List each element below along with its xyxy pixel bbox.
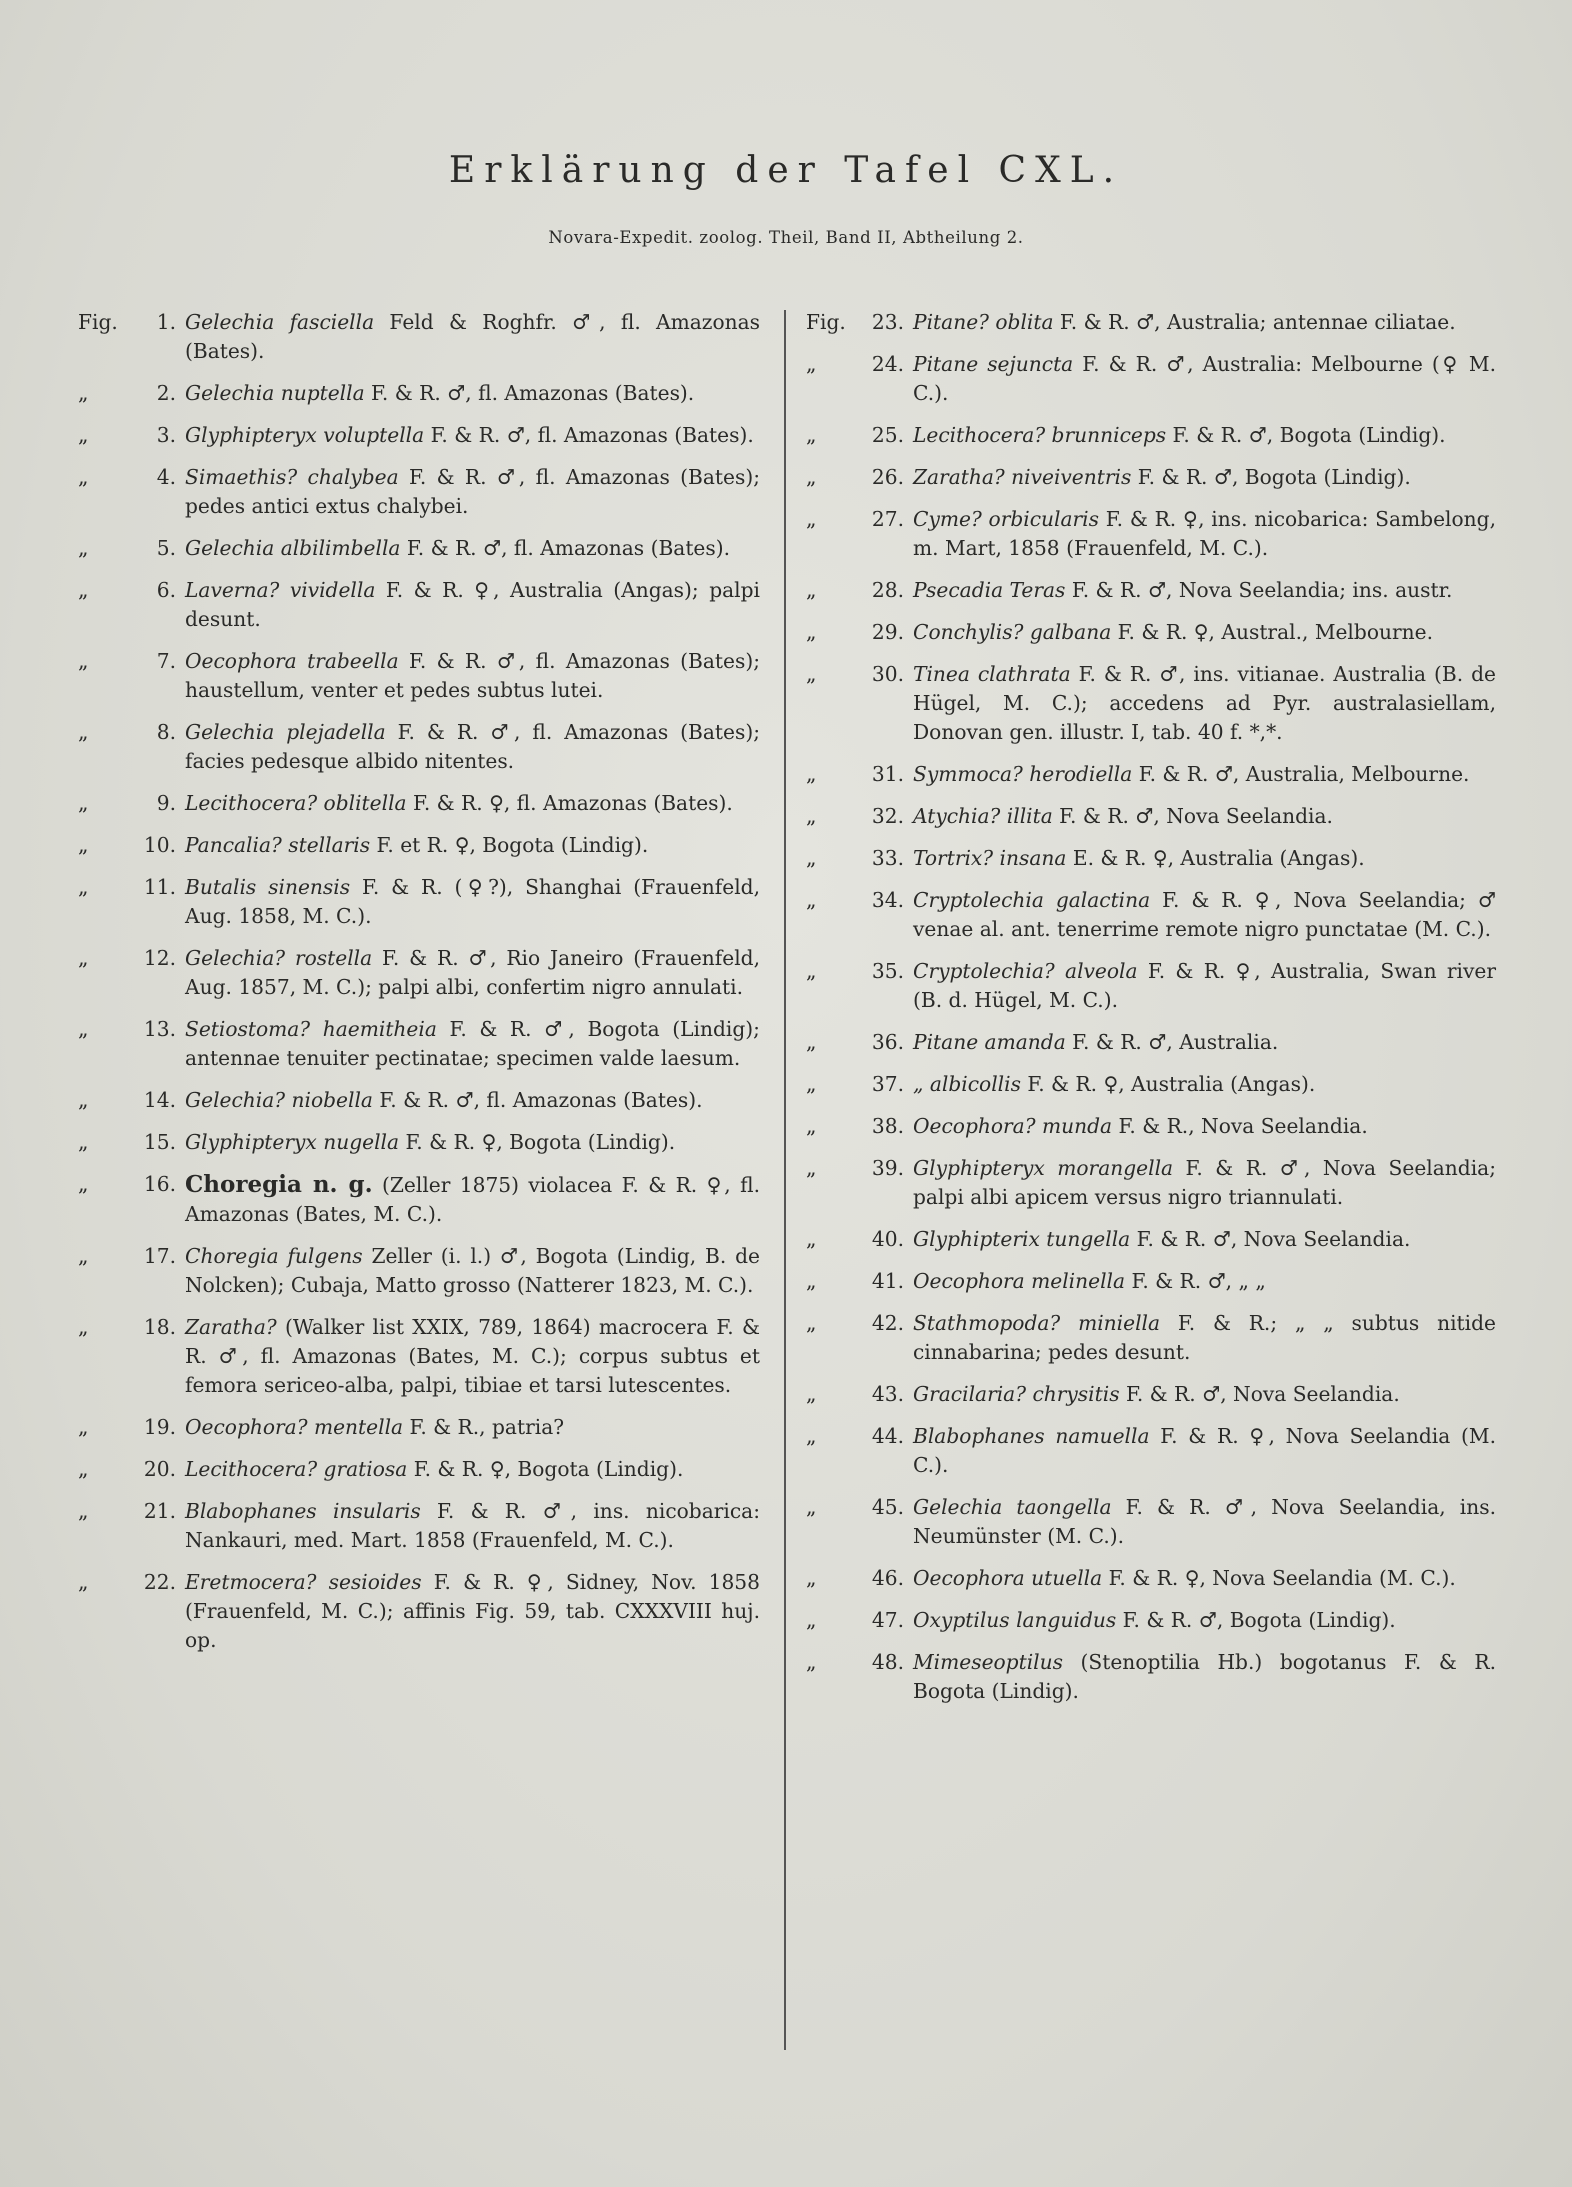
ditto-mark: „	[806, 804, 817, 828]
ditto-mark: „	[806, 1424, 817, 1448]
figure-description	[185, 718, 760, 776]
figure-entry	[806, 1154, 1496, 1212]
figure-number: 38.	[871, 1114, 904, 1138]
species-name: Laverna? vividella	[185, 578, 376, 602]
figure-number: 1.	[156, 310, 176, 334]
description-text: F. & R. ♂, Nova Seelandia; ins. austr.	[1065, 578, 1453, 602]
figure-description	[185, 1170, 760, 1229]
species-name: Mimeseoptilus	[913, 1650, 1063, 1674]
species-name: Atychia? illita	[913, 804, 1053, 828]
figure-number: 47.	[871, 1608, 904, 1632]
description-text: F. & R. ♀, Austral., Melbourne.	[1111, 620, 1433, 644]
species-name: Oxyptilus languidus	[913, 1608, 1117, 1632]
figure-description	[185, 463, 760, 521]
species-name: Pancalia? stellaris	[185, 833, 371, 857]
left-column	[78, 308, 760, 1668]
ditto-mark: „	[806, 352, 817, 376]
figure-number: 27.	[871, 507, 904, 531]
figure-entry	[78, 1242, 760, 1300]
figure-entry	[78, 789, 760, 818]
figure-description	[913, 957, 1496, 1015]
species-name: Blabophanes insularis	[185, 1499, 421, 1523]
figure-description	[913, 1564, 1496, 1593]
figure-entry	[78, 1455, 760, 1484]
species-name: Glyphipteryx nugella	[185, 1130, 400, 1154]
description-text: F. & R. ♂, Bogota (Lindig).	[1166, 423, 1446, 447]
figure-description	[913, 844, 1496, 873]
description-text: F. & R. ♂, Nova Seelandia, ins. Neumünster (M. C.).	[913, 1495, 1496, 1548]
figure-entry	[806, 1267, 1496, 1296]
ditto-mark: „	[806, 662, 817, 686]
species-name: Oecophora melinella	[913, 1269, 1126, 1293]
figure-description	[913, 350, 1496, 408]
species-name: Eretmocera? sesioides	[185, 1570, 422, 1594]
species-name: Pitane sejuncta	[913, 352, 1074, 376]
figure-entry	[806, 1112, 1496, 1141]
description-text: F. et R. ♀, Bogota (Lindig).	[370, 833, 649, 857]
figure-entry	[806, 1606, 1496, 1635]
description-text: F. & R. ♀, Australia, Swan river (B. d. Hügel, M. C.).	[913, 959, 1496, 1012]
ditto-mark: „	[78, 720, 89, 744]
figure-entry	[78, 534, 760, 563]
figure-number: 9.	[156, 791, 176, 815]
ditto-mark: „	[806, 1227, 817, 1251]
figure-entry	[78, 421, 760, 450]
species-name: Zaratha? niveiventris	[913, 465, 1132, 489]
ditto-mark: „	[78, 1088, 89, 1112]
description-text: F. & R. ♂, Australia; antennae ciliatae.	[1053, 310, 1456, 334]
figure-description	[913, 1422, 1496, 1480]
species-name: Gelechia? niobella	[185, 1088, 373, 1112]
figure-description	[913, 576, 1496, 605]
ditto-mark: „	[78, 1457, 89, 1481]
species-name: Glyphipteryx morangella	[913, 1156, 1174, 1180]
figure-entry	[78, 1128, 760, 1157]
figure-number: 32.	[871, 804, 904, 828]
species-name: Cryptolechia galactina	[913, 888, 1151, 912]
description-text: F. & R.; „ „ subtus nitide cinnabarina; pedes desunt.	[913, 1311, 1496, 1364]
description-text: F. & R. ♂, fl. Amazonas (Bates).	[400, 536, 731, 560]
description-text: F. & R. ♀, Bogota (Lindig).	[399, 1130, 676, 1154]
description-text: F. & R. ♂, Nova Seelandia.	[1130, 1227, 1411, 1251]
description-text: F. & R., Nova Seelandia.	[1112, 1114, 1368, 1138]
figure-entry	[78, 831, 760, 860]
description-text: F. & R. ♂, Bogota (Lindig).	[1131, 465, 1411, 489]
figure-number: 39.	[871, 1156, 904, 1180]
species-name: Gelechia nuptella	[185, 381, 365, 405]
species-name: Gelechia plejadella	[185, 720, 386, 744]
figure-entry	[806, 760, 1496, 789]
ditto-mark: „	[806, 1072, 817, 1096]
figure-number: 31.	[871, 762, 904, 786]
species-name: Tinea clathrata	[913, 662, 1071, 686]
species-name: Gelechia albilimbella	[185, 536, 401, 560]
description-text: F. & R. ♀, Sidney, Nov. 1858 (Frauenfeld, M. C.); affinis Fig. 59, tab. CXXXVIII huj. op.	[185, 1570, 760, 1652]
figure-description	[913, 421, 1496, 450]
figure-number: 36.	[871, 1030, 904, 1054]
description-text: F. & R. (♀?), Shanghai (Frauenfeld, Aug. 1858, M. C.).	[185, 875, 760, 928]
figure-description	[913, 1225, 1496, 1254]
figure-description	[185, 421, 760, 450]
figure-entry	[806, 886, 1496, 944]
ditto-mark: „	[806, 762, 817, 786]
figure-description	[185, 1242, 760, 1300]
ditto-mark: „	[78, 791, 89, 815]
ditto-mark: „	[78, 536, 89, 560]
species-name: Oecophora trabeella	[185, 649, 399, 673]
figure-number: 48.	[871, 1650, 904, 1674]
species-name: Oecophora utuella	[913, 1566, 1103, 1590]
ditto-mark: „	[78, 465, 89, 489]
species-name: Zaratha?	[185, 1315, 277, 1339]
figure-entry	[78, 1413, 760, 1442]
figure-number: 28.	[871, 578, 904, 602]
figure-entry	[806, 1422, 1496, 1480]
species-name: Pitane amanda	[913, 1030, 1066, 1054]
ditto-mark: „	[806, 1269, 817, 1293]
figure-number: 15.	[143, 1130, 176, 1154]
figure-description	[913, 1154, 1496, 1212]
figure-description	[185, 1455, 760, 1484]
figure-entry	[806, 844, 1496, 873]
ditto-mark: „	[806, 1608, 817, 1632]
description-text: F. & R. ♂, fl. Amazonas (Bates); haustellum, venter et pedes subtus lutei.	[185, 649, 761, 702]
figure-entry	[78, 1015, 760, 1073]
figure-entry	[806, 1309, 1496, 1367]
description-text: F. & R. ♀, fl. Amazonas (Bates).	[406, 791, 733, 815]
description-text: Zeller (i. l.) ♂, Bogota (Lindig, B. de Nolcken); Cubaja, Matto grosso (Natterer 1823, M. C.).	[185, 1244, 760, 1297]
ditto-mark: „	[78, 875, 89, 899]
description-text: F. & R. ♂, fl. Amazonas (Bates); facies pedesque albido nitentes.	[185, 720, 761, 773]
species-name: Symmoca? herodiella	[913, 762, 1133, 786]
figure-entry	[806, 1493, 1496, 1551]
species-name: „ albicollis	[913, 1072, 1021, 1096]
description-text: (Zeller 1875) violacea F. & R. ♀, fl. Amazonas (Bates, M. C.).	[185, 1173, 760, 1226]
figure-entry	[78, 1086, 760, 1115]
figure-description	[185, 1568, 760, 1655]
figure-entry	[78, 718, 760, 776]
figure-entry	[78, 379, 760, 408]
description-text: F. & R. ♀, Nova Seelandia (M. C.).	[1102, 1566, 1456, 1590]
figure-description	[185, 647, 760, 705]
species-name: Glyphipterix tungella	[913, 1227, 1131, 1251]
description-text: F. & R. ♂, fl. Amazonas (Bates).	[364, 381, 695, 405]
description-text: E. & R. ♀, Australia (Angas).	[1066, 846, 1365, 870]
ditto-mark: „	[78, 649, 89, 673]
figure-number: 35.	[871, 959, 904, 983]
fig-label: Fig.	[806, 310, 846, 334]
figure-number: 12.	[143, 946, 176, 970]
species-name: Psecadia Teras	[913, 578, 1066, 602]
figure-description	[185, 944, 760, 1002]
ditto-mark: „	[78, 381, 89, 405]
figure-description	[913, 886, 1496, 944]
figure-description	[185, 308, 760, 366]
description-text: F. & R. ♂, ins. nicobarica: Nankauri, med. Mart. 1858 (Frauenfeld, M. C.).	[185, 1499, 760, 1552]
figure-description	[913, 660, 1496, 747]
description-text: F. & R. ♀, ins. nicobarica: Sambelong, m. Mart, 1858 (Frauenfeld, M. C.).	[913, 507, 1496, 560]
description-text: F. & R. ♂, „ „	[1125, 1269, 1266, 1293]
figure-entry	[806, 618, 1496, 647]
ditto-mark: „	[78, 1244, 89, 1268]
description-text: F. & R. ♂, fl. Amazonas (Bates).	[424, 423, 754, 447]
species-name: Tortrix? insana	[913, 846, 1067, 870]
ditto-mark: „	[78, 1017, 89, 1041]
figure-entry	[806, 1564, 1496, 1593]
figure-entry	[78, 873, 760, 931]
ditto-mark: „	[806, 1114, 817, 1138]
figure-description	[913, 1028, 1496, 1057]
fig-label: Fig.	[78, 310, 118, 334]
ditto-mark: „	[806, 1566, 817, 1590]
ditto-mark: „	[78, 1415, 89, 1439]
figure-entry	[806, 421, 1496, 450]
species-name: Gelechia? rostella	[185, 946, 373, 970]
ditto-mark: „	[806, 846, 817, 870]
ditto-mark: „	[78, 946, 89, 970]
figure-number: 40.	[871, 1227, 904, 1251]
species-name: Cryptolechia? alveola	[913, 959, 1138, 983]
ditto-mark: „	[806, 423, 817, 447]
figure-entry	[806, 1225, 1496, 1254]
figure-entry	[78, 1497, 760, 1555]
figure-entry	[806, 463, 1496, 492]
species-name: Lecithocera? brunniceps	[913, 423, 1167, 447]
figure-description	[185, 789, 760, 818]
figure-entry	[78, 308, 760, 366]
page-subtitle: Novara-Expedit. zoolog. Theil, Band II, Abtheilung 2.	[548, 228, 1024, 247]
species-name: Lecithocera? gratiosa	[185, 1457, 408, 1481]
figure-number: 42.	[871, 1311, 904, 1335]
species-name: Conchylis? galbana	[913, 620, 1112, 644]
figure-description	[913, 505, 1496, 563]
figure-description	[185, 1086, 760, 1115]
figure-number: 25.	[871, 423, 904, 447]
ditto-mark: „	[78, 1499, 89, 1523]
page-title: Erklärung der Tafel CXL.	[448, 150, 1124, 191]
figure-description	[185, 379, 760, 408]
figure-description	[185, 1313, 760, 1400]
ditto-mark: „	[806, 1030, 817, 1054]
description-text: F. & R. ♂, Rio Janeiro (Frauenfeld, Aug. 1857, M. C.); palpi albi, confertim nigro annulati.	[185, 946, 760, 999]
figure-description	[913, 1267, 1496, 1296]
ditto-mark: „	[78, 1172, 89, 1196]
figure-number: 18.	[143, 1315, 176, 1339]
species-name: Glyphipteryx voluptella	[185, 423, 425, 447]
figure-description	[913, 1070, 1496, 1099]
figure-description	[913, 1112, 1496, 1141]
ditto-mark: „	[806, 1650, 817, 1674]
description-text: F. & R. ♂, ins. vitianae. Australia (B. de Hügel, M. C.); accedens ad Pyr. australasiellam, Donovan gen. illustr. I, tab. 40 f. *,*.	[913, 662, 1496, 744]
figure-entry	[806, 350, 1496, 408]
figure-number: 16.	[143, 1172, 176, 1196]
description-text: F. & R. ♂, Australia.	[1065, 1030, 1279, 1054]
description-text: F. & R. ♀, Nova Seelandia; ♂ venae al. ant. tenerrime remote nigro punctatae (M. C.).	[913, 888, 1496, 941]
description-text: F. & R. ♂, fl. Amazonas (Bates).	[372, 1088, 703, 1112]
figure-entry	[806, 957, 1496, 1015]
species-name: Gracilaria? chrysitis	[913, 1382, 1120, 1406]
figure-number: 26.	[871, 465, 904, 489]
species-name: Stathmopoda? miniella	[913, 1311, 1161, 1335]
description-text: (Stenoptilia Hb.) bogotanus F. & R. Bogota (Lindig).	[913, 1650, 1496, 1703]
description-text: F. & R. ♂, Australia: Melbourne (♀ M. C.).	[913, 352, 1496, 405]
figure-number: 34.	[871, 888, 904, 912]
figure-entry	[806, 802, 1496, 831]
figure-entry	[806, 1070, 1496, 1099]
description-text: F. & R. ♀, Bogota (Lindig).	[407, 1457, 684, 1481]
ditto-mark: „	[806, 465, 817, 489]
figure-number: 21.	[143, 1499, 176, 1523]
description-text: F. & R. ♀, Nova Seelandia (M. C.).	[913, 1424, 1497, 1477]
figure-entry	[78, 1313, 760, 1400]
figure-entry	[78, 944, 760, 1002]
figure-entry	[806, 1380, 1496, 1409]
figure-entry	[806, 1648, 1496, 1706]
species-name: Blabophanes namuella	[913, 1424, 1150, 1448]
figure-entry	[78, 576, 760, 634]
figure-number: 11.	[143, 875, 176, 899]
figure-number: 44.	[871, 1424, 904, 1448]
ditto-mark: „	[806, 578, 817, 602]
ditto-mark: „	[78, 578, 89, 602]
figure-number: 10.	[143, 833, 176, 857]
species-name: Butalis sinensis	[185, 875, 351, 899]
species-name: Simaethis? chalybea	[185, 465, 399, 489]
figure-number: 14.	[143, 1088, 176, 1112]
figure-number: 2.	[156, 381, 176, 405]
figure-entry	[806, 505, 1496, 563]
ditto-mark: „	[806, 1311, 817, 1335]
ditto-mark: „	[806, 888, 817, 912]
ditto-mark: „	[806, 959, 817, 983]
figure-description	[185, 1128, 760, 1157]
species-name: Cyme? orbicularis	[913, 507, 1099, 531]
description-text: F. & R. ♂, Nova Seelandia.	[1052, 804, 1333, 828]
figure-number: 8.	[156, 720, 176, 744]
species-name: Oecophora? munda	[913, 1114, 1113, 1138]
ditto-mark: „	[78, 1130, 89, 1154]
ditto-mark: „	[806, 1156, 817, 1180]
description-text: F. & R. ♂, fl. Amazonas (Bates); pedes antici extus chalybei.	[185, 465, 760, 518]
column-divider	[784, 310, 786, 2050]
figure-entry	[806, 308, 1496, 337]
figure-number: 43.	[871, 1382, 904, 1406]
figure-description	[913, 618, 1496, 647]
figure-description	[913, 1648, 1496, 1706]
description-text: F. & R. ♂, Nova Seelandia.	[1119, 1382, 1400, 1406]
figure-number: 3.	[156, 423, 176, 447]
description-text: Feld & Roghfr. ♂, fl. Amazonas (Bates).	[185, 310, 760, 363]
genus-name: Choregia n. g.	[185, 1171, 373, 1198]
species-name: Oecophora? mentella	[185, 1415, 404, 1439]
figure-number: 20.	[143, 1457, 176, 1481]
ditto-mark: „	[806, 620, 817, 644]
species-name: Setiostoma? haemitheia	[185, 1017, 437, 1041]
figure-number: 33.	[871, 846, 904, 870]
description-text: (Walker list XXIX, 789, 1864) macrocera F. & R. ♂, fl. Amazonas (Bates, M. C.); corpus subtus et femora sericeo-alba, palpi, tibiae et tarsi lutescentes.	[185, 1315, 760, 1397]
ditto-mark: „	[78, 1315, 89, 1339]
figure-entry	[78, 463, 760, 521]
description-text: F. & R., patria?	[403, 1415, 565, 1439]
figure-description	[185, 576, 760, 634]
figure-description	[913, 1606, 1496, 1635]
figure-number: 23.	[871, 310, 904, 334]
figure-entry	[78, 1568, 760, 1655]
figure-description	[913, 1380, 1496, 1409]
figure-entry	[806, 1028, 1496, 1057]
figure-number: 29.	[871, 620, 904, 644]
species-name: Gelechia fasciella	[185, 310, 375, 334]
species-name: Gelechia taongella	[913, 1495, 1112, 1519]
ditto-mark: „	[806, 1382, 817, 1406]
ditto-mark: „	[806, 507, 817, 531]
figure-number: 41.	[871, 1269, 904, 1293]
figure-description	[913, 463, 1496, 492]
species-name: Lecithocera? oblitella	[185, 791, 407, 815]
description-text: F. & R. ♂, Bogota (Lindig).	[1116, 1608, 1396, 1632]
figure-number: 4.	[156, 465, 176, 489]
figure-description	[913, 1309, 1496, 1367]
figure-number: 6.	[156, 578, 176, 602]
ditto-mark: „	[78, 833, 89, 857]
figure-number: 22.	[143, 1570, 176, 1594]
figure-description	[185, 831, 760, 860]
figure-description	[913, 1493, 1496, 1551]
figure-number: 30.	[871, 662, 904, 686]
figure-description	[185, 1015, 760, 1073]
figure-description	[913, 308, 1496, 337]
description-text: F. & R. ♂, Australia, Melbourne.	[1132, 762, 1470, 786]
figure-number: 7.	[156, 649, 176, 673]
description-text: F. & R. ♀, Australia (Angas).	[1020, 1072, 1316, 1096]
description-text: F. & R. ♂, Nova Seelandia; palpi albi apicem versus nigro triannulati.	[913, 1156, 1496, 1209]
figure-number: 17.	[143, 1244, 176, 1268]
figure-number: 5.	[156, 536, 176, 560]
right-column	[806, 308, 1496, 1719]
figure-description	[185, 1497, 760, 1555]
figure-description	[185, 534, 760, 563]
species-name: Pitane? oblita	[913, 310, 1054, 334]
ditto-mark: „	[78, 1570, 89, 1594]
figure-entry	[78, 647, 760, 705]
figure-description	[913, 760, 1496, 789]
description-text: F. & R. ♀, Australia (Angas); palpi desunt.	[185, 578, 760, 631]
figure-description	[913, 802, 1496, 831]
ditto-mark: „	[78, 423, 89, 447]
figure-number: 37.	[871, 1072, 904, 1096]
figure-number: 13.	[143, 1017, 176, 1041]
figure-entry	[806, 660, 1496, 747]
figure-number: 19.	[143, 1415, 176, 1439]
figure-description	[185, 1413, 760, 1442]
figure-number: 45.	[871, 1495, 904, 1519]
figure-entry	[806, 576, 1496, 605]
species-name: Choregia fulgens	[185, 1244, 363, 1268]
figure-number: 46.	[871, 1566, 904, 1590]
ditto-mark: „	[806, 1495, 817, 1519]
figure-entry	[78, 1170, 760, 1229]
figure-number: 24.	[871, 352, 904, 376]
figure-description	[185, 873, 760, 931]
description-text: F. & R. ♂, Bogota (Lindig); antennae tenuiter pectinatae; specimen valde laesum.	[185, 1017, 760, 1070]
